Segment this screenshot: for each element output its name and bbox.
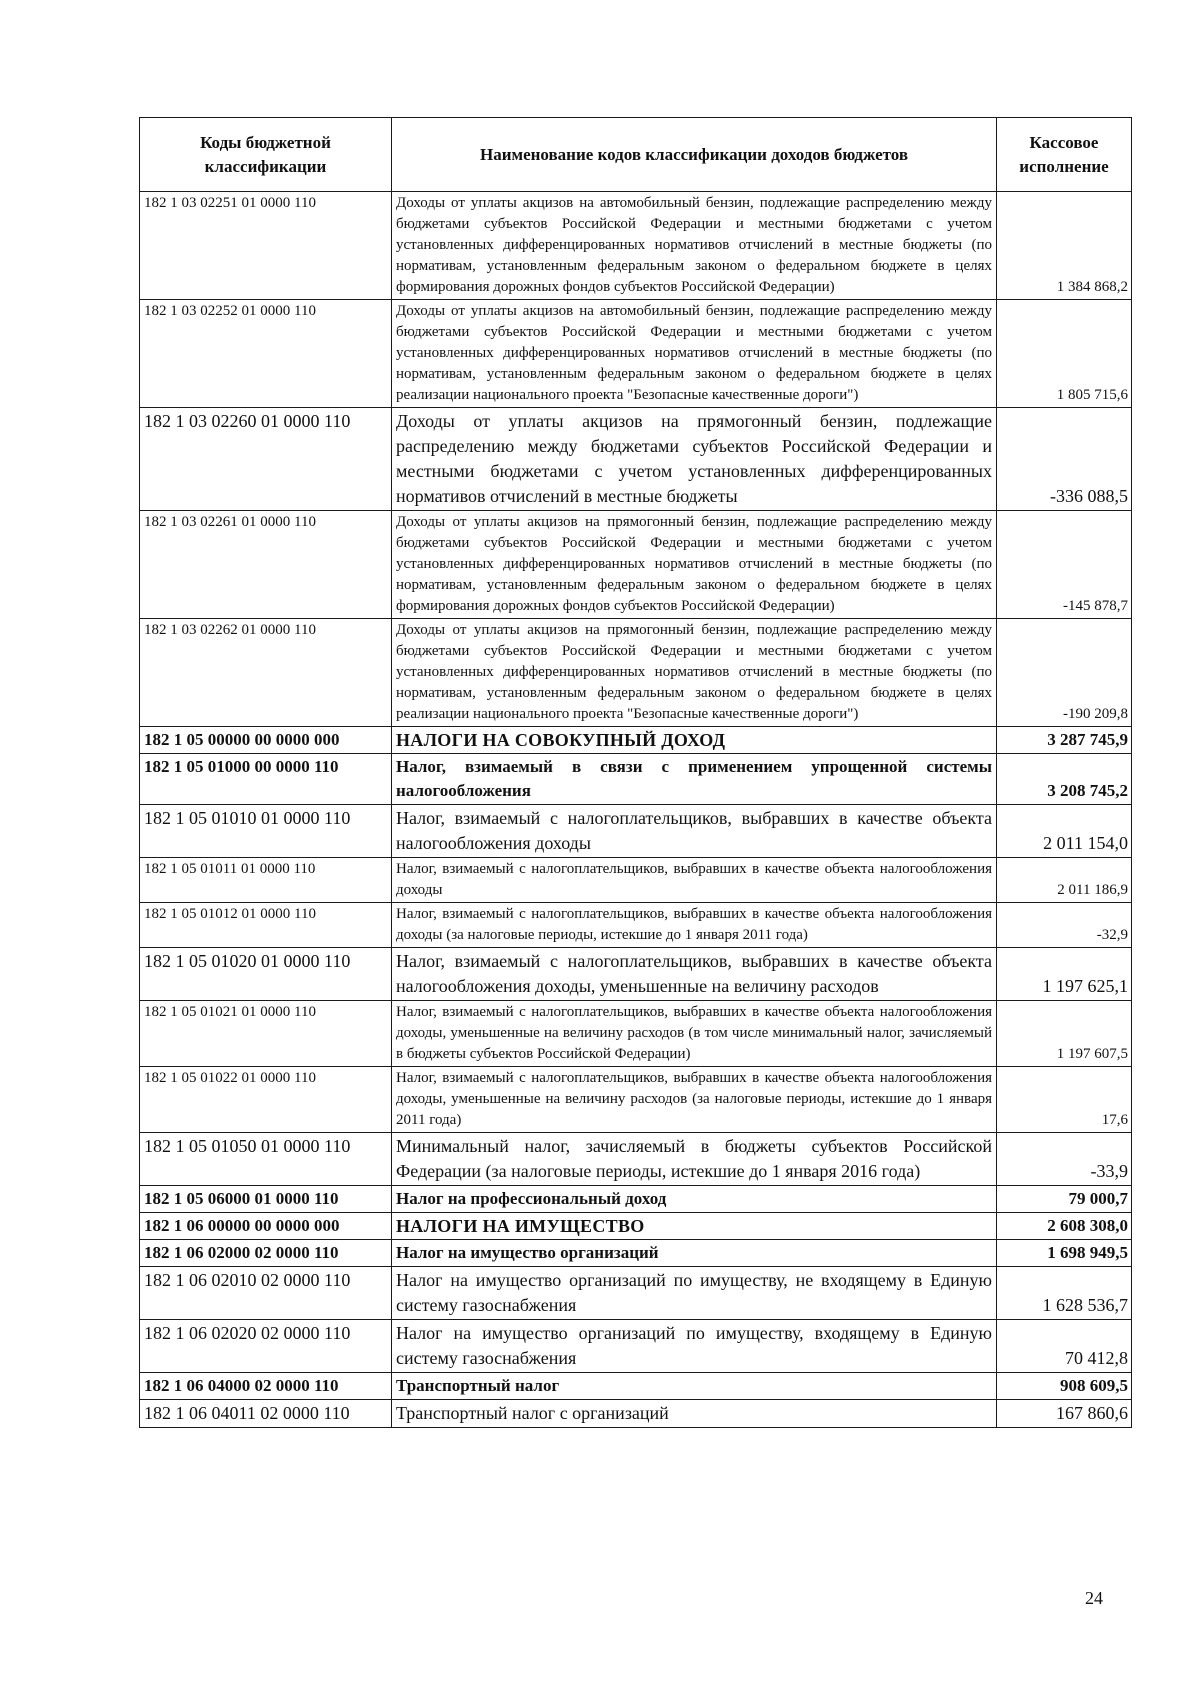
row-amount: 79 000,7 <box>997 1186 1132 1213</box>
table-row <box>140 1267 1132 1320</box>
row-name: Налог, взимаемый в связи с применением упрощенной системы налогообложения <box>392 754 997 805</box>
row-amount: 1 197 607,5 <box>997 1001 1132 1067</box>
row-code: 182 1 05 01021 01 0000 110 <box>140 1001 392 1067</box>
row-name: Налог, взимаемый с налогоплательщиков, выбравших в качестве объекта налогообложения доходы <box>392 858 997 903</box>
table-row <box>140 1067 1132 1133</box>
row-amount: 1 628 536,7 <box>997 1267 1132 1320</box>
row-name: НАЛОГИ НА ИМУЩЕСТВО <box>392 1213 997 1240</box>
table-row-section <box>140 727 1132 754</box>
row-amount: 1 698 949,5 <box>997 1240 1132 1267</box>
row-amount: -190 209,8 <box>997 619 1132 727</box>
row-amount: -336 088,5 <box>997 408 1132 511</box>
row-code: 182 1 06 04011 02 0000 110 <box>140 1400 392 1428</box>
row-name: Налог, взимаемый с налогоплательщиков, выбравших в качестве объекта налогообложения доходы, уменьшенные на величину расходов (за налоговые периоды, истекшие до 1 января 2011 года) <box>392 1067 997 1133</box>
row-amount: 3 287 745,9 <box>997 727 1132 754</box>
table-row <box>140 1320 1132 1373</box>
budget-revenue-table <box>139 117 1132 1428</box>
row-code: 182 1 05 01010 01 0000 110 <box>140 805 392 858</box>
table-row-subtotal <box>140 754 1132 805</box>
row-code: 182 1 05 01020 01 0000 110 <box>140 948 392 1001</box>
row-amount: 3 208 745,2 <box>997 754 1132 805</box>
row-name: Налог на имущество организаций по имуществу, не входящему в Единую систему газоснабжения <box>392 1267 997 1320</box>
row-code: 182 1 06 04000 02 0000 110 <box>140 1373 392 1400</box>
header-codes: Коды бюджетной классификации <box>140 118 392 192</box>
row-code: 182 1 03 02260 01 0000 110 <box>140 408 392 511</box>
row-code: 182 1 06 02000 02 0000 110 <box>140 1240 392 1267</box>
table-row-section <box>140 1213 1132 1240</box>
budget-revenue-table-wrapper <box>139 117 1131 1428</box>
row-name: Доходы от уплаты акцизов на прямогонный бензин, подлежащие распределению между бюджетами субъектов Российской Федерации и местными бюджетами с учетом установленных дифференцированных нормативов отчислений в местные бюджеты <box>392 408 997 511</box>
row-amount: 908 609,5 <box>997 1373 1132 1400</box>
row-name: Налог на имущество организаций по имуществу, входящему в Единую систему газоснабжения <box>392 1320 997 1373</box>
table-row <box>140 858 1132 903</box>
row-amount: 70 412,8 <box>997 1320 1132 1373</box>
row-amount: 1 805 715,6 <box>997 300 1132 408</box>
row-code: 182 1 05 01011 01 0000 110 <box>140 858 392 903</box>
row-code: 182 1 05 01012 01 0000 110 <box>140 903 392 948</box>
row-amount: 1 197 625,1 <box>997 948 1132 1001</box>
row-amount: 17,6 <box>997 1067 1132 1133</box>
row-amount: 2 011 186,9 <box>997 858 1132 903</box>
row-name: Доходы от уплаты акцизов на прямогонный бензин, подлежащие распределению между бюджетами субъектов Российской Федерации и местными бюджетами с учетом установленных дифференцированных нормативов отчислений в местные бюджеты (по нормативам, установленным федеральным законом о федеральном бюджете в целях формирования дорожных фондов субъектов Российской Федерации) <box>392 511 997 619</box>
table-row <box>140 903 1132 948</box>
table-row <box>140 1400 1132 1428</box>
row-name: Налог, взимаемый с налогоплательщиков, выбравших в качестве объекта налогообложения доходы <box>392 805 997 858</box>
row-code: 182 1 03 02252 01 0000 110 <box>140 300 392 408</box>
row-code: 182 1 06 02010 02 0000 110 <box>140 1267 392 1320</box>
page-number: 24 <box>1085 1588 1103 1608</box>
row-amount: -32,9 <box>997 903 1132 948</box>
table-row <box>140 619 1132 727</box>
row-amount: 2 608 308,0 <box>997 1213 1132 1240</box>
row-name: Налог, взимаемый с налогоплательщиков, выбравших в качестве объекта налогообложения доходы, уменьшенные на величину расходов (в том числе минимальный налог, зачисляемый в бюджеты субъектов Российской Федерации) <box>392 1001 997 1067</box>
table-row <box>140 300 1132 408</box>
row-code: 182 1 03 02261 01 0000 110 <box>140 511 392 619</box>
table-header-row <box>140 118 1132 192</box>
row-amount: -145 878,7 <box>997 511 1132 619</box>
table-row <box>140 948 1132 1001</box>
table-row-subtotal <box>140 1373 1132 1400</box>
row-code: 182 1 05 06000 01 0000 110 <box>140 1186 392 1213</box>
row-name: Налог, взимаемый с налогоплательщиков, выбравших в качестве объекта налогообложения доходы, уменьшенные на величину расходов <box>392 948 997 1001</box>
row-name: Транспортный налог <box>392 1373 997 1400</box>
row-code: 182 1 03 02251 01 0000 110 <box>140 192 392 300</box>
table-row-subtotal <box>140 1240 1132 1267</box>
row-name: Доходы от уплаты акцизов на автомобильный бензин, подлежащие распределению между бюджетами субъектов Российской Федерации и местными бюджетами с учетом установленных дифференцированных нормативов отчислений в местные бюджеты (по нормативам, установленным федеральным законом о федеральном бюджете в целях формирования дорожных фондов субъектов Российской Федерации) <box>392 192 997 300</box>
row-code: 182 1 06 00000 00 0000 000 <box>140 1213 392 1240</box>
table-row <box>140 192 1132 300</box>
row-code: 182 1 06 02020 02 0000 110 <box>140 1320 392 1373</box>
row-code: 182 1 05 00000 00 0000 000 <box>140 727 392 754</box>
row-name: Налог на имущество организаций <box>392 1240 997 1267</box>
row-code: 182 1 03 02262 01 0000 110 <box>140 619 392 727</box>
header-amount: Кассовое исполнение <box>997 118 1132 192</box>
header-name: Наименование кодов классификации доходов бюджетов <box>392 118 997 192</box>
row-name: Доходы от уплаты акцизов на автомобильный бензин, подлежащие распределению между бюджетами субъектов Российской Федерации и местными бюджетами с учетом установленных дифференцированных нормативов отчислений в местные бюджеты (по нормативам, установленным федеральным законом о федеральном бюджете в целях реализации национального проекта "Безопасные качественные дороги") <box>392 300 997 408</box>
row-name: Транспортный налог с организаций <box>392 1400 997 1428</box>
table-row <box>140 511 1132 619</box>
table-row-subtotal <box>140 1186 1132 1213</box>
row-code: 182 1 05 01022 01 0000 110 <box>140 1067 392 1133</box>
row-amount: 1 384 868,2 <box>997 192 1132 300</box>
row-name: Налог на профессиональный доход <box>392 1186 997 1213</box>
row-name: Минимальный налог, зачисляемый в бюджеты субъектов Российской Федерации (за налоговые периоды, истекшие до 1 января 2016 года) <box>392 1133 997 1186</box>
row-name: НАЛОГИ НА СОВОКУПНЫЙ ДОХОД <box>392 727 997 754</box>
row-code: 182 1 05 01050 01 0000 110 <box>140 1133 392 1186</box>
table-row <box>140 805 1132 858</box>
row-amount: 167 860,6 <box>997 1400 1132 1428</box>
row-code: 182 1 05 01000 00 0000 110 <box>140 754 392 805</box>
row-name: Налог, взимаемый с налогоплательщиков, выбравших в качестве объекта налогообложения доходы (за налоговые периоды, истекшие до 1 января 2011 года) <box>392 903 997 948</box>
row-amount: -33,9 <box>997 1133 1132 1186</box>
row-amount: 2 011 154,0 <box>997 805 1132 858</box>
table-row <box>140 1001 1132 1067</box>
table-row <box>140 408 1132 511</box>
row-name: Доходы от уплаты акцизов на прямогонный бензин, подлежащие распределению между бюджетами субъектов Российской Федерации и местными бюджетами с учетом установленных дифференцированных нормативов отчислений в местные бюджеты (по нормативам, установленным федеральным законом о федеральном бюджете в целях реализации национального проекта "Безопасные качественные дороги") <box>392 619 997 727</box>
table-row <box>140 1133 1132 1186</box>
